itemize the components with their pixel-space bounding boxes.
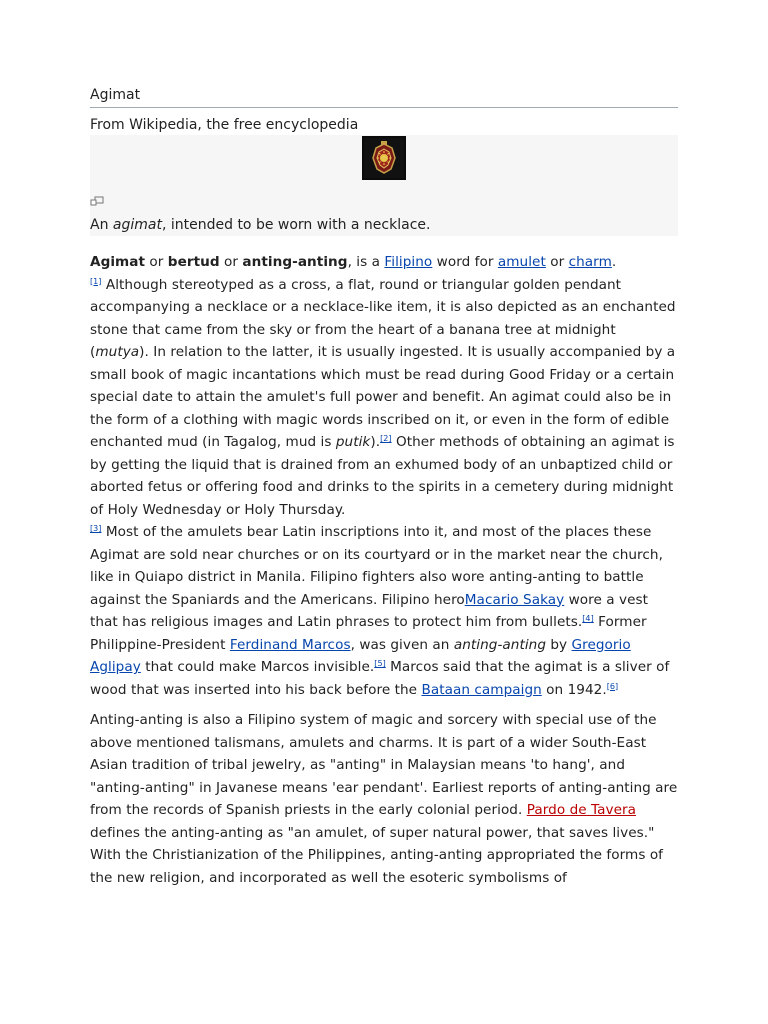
link-pardo-de-tavera[interactable]: Pardo de Tavera xyxy=(526,802,637,818)
link-gregorio-aglipay[interactable]: Gregorio Aglipay xyxy=(90,636,631,675)
link-charm[interactable]: charm xyxy=(568,254,612,270)
link-amulet[interactable]: amulet xyxy=(497,254,546,270)
link-macario-sakay[interactable]: Macario Sakay xyxy=(464,591,565,608)
link-filipino[interactable]: Filipino xyxy=(384,254,433,270)
term-anting-anting: anting-anting xyxy=(242,254,348,270)
ref-3[interactable]: [3] xyxy=(90,524,102,533)
link-bataan-campaign[interactable]: Bataan campaign xyxy=(421,681,542,698)
article xyxy=(90,84,678,889)
agimat-pendant-image[interactable] xyxy=(362,136,406,180)
ref-5[interactable]: [5] xyxy=(374,659,386,668)
pendant-icon xyxy=(364,138,404,178)
ref-4[interactable]: [4] xyxy=(582,614,594,623)
term-bertud: bertud xyxy=(167,254,220,270)
paragraph-2: Anting-anting is also a Filipino system of magic and sorcery with special use of the above mentioned talismans, amulets and charms. It is part of a wider South-East Asian tradition of tribal jewelry, as "anting" in Malaysian means 'to hang', and "anting-anting" in Javanese means 'ear pendant'. Earliest reports of anting-anting are from the records of Spanish priests in the early colonial period. Pardo de Tavera defines the anting-anting as "an amulet, of super natural power, that saves lives." With the Christianization of the Philippines, anting-anting appropriated the forms of the new religion, and incorporated as well the esoteric symbolisms of xyxy=(90,712,678,886)
ref-6[interactable]: [6] xyxy=(606,681,619,691)
ref-2[interactable]: [2] xyxy=(380,434,392,443)
ref-1[interactable]: [1] xyxy=(90,276,102,286)
page-title: Agimat xyxy=(90,84,678,108)
figure-caption: An agimat, intended to be worn with a necklace. xyxy=(90,217,431,233)
paragraph-1: Agimat or bertud or anting-anting, is a Filipino word for amulet or charm. [1] Although stereotyped as a cross, a flat, round or triangular golden pendant accompanying a necklace or a necklace-like item, it is also depicted as an enchanted stone that came from the sky or from the heart of a banana tree at midnight (mutya). In relation to the latter, it is usually ingested. It is usually accompanied by a small book of magic incantations which must be read during Good Friday or a certain special date to attain the amulet's full power and benefit. An agimat could also be in the form of a clothing with magic words inscribed on it, or even in the form of edible enchanted mud (in Tagalog, mud is putik).[2] Other methods of obtaining an agimat is by getting the liquid that is drained from an exhumed body of an unbaptized child or aborted fetus or offering food and drinks to the spirits in a cemetery during midnight of Holy Wednesday or Holy Thursday. [3] Most of the amulets bear Latin inscriptions into it, and most of the places these Agimat are sold near churches or on its courtyard or in the market near the church, like in Quiapo district in Manila. Filipino fighters also wore anting-anting to battle against the Spaniards and the Americans. Filipino heroMacario Sakay wore a vest that has religious images and Latin phrases to protect him from bullets.[4] Former Philippine-President Ferdinand Marcos, was given an anting-anting by Gregorio Aglipay that could make Marcos invisible.[5] Marcos said that the agimat is a sliver of wood that was inserted into his back before the Bataan campaign on 1942.[6] xyxy=(90,254,676,698)
figure-box xyxy=(90,135,678,236)
term-agimat: Agimat xyxy=(90,254,146,270)
page-subtitle: From Wikipedia, the free encyclopedia xyxy=(90,117,359,133)
link-ferdinand-marcos[interactable]: Ferdinand Marcos xyxy=(229,636,351,653)
magnify-icon[interactable] xyxy=(90,191,104,201)
